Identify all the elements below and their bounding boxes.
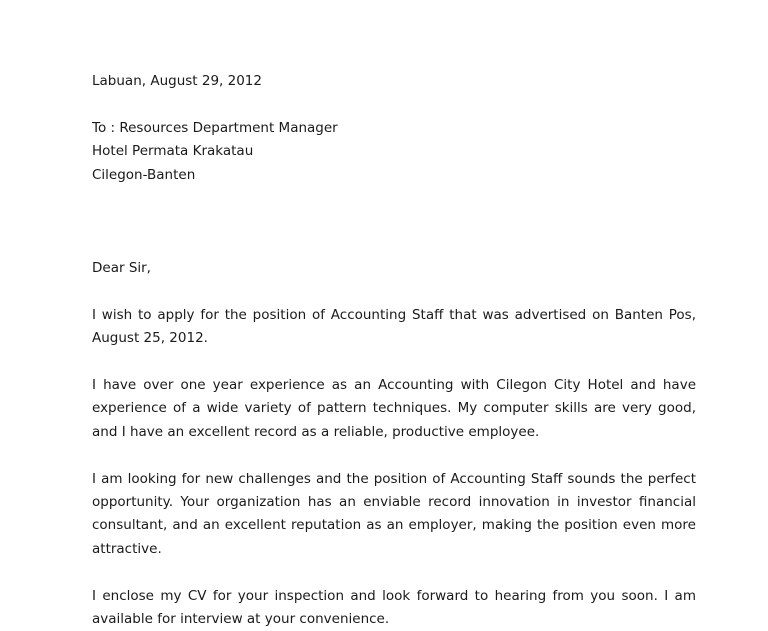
- recipient-organization: Hotel Permata Krakatau: [92, 143, 254, 160]
- spacer: [92, 351, 696, 374]
- spacer: [92, 93, 696, 116]
- recipient-title: To : Resources Department Manager: [92, 119, 338, 136]
- paragraph-experience: I have over one year experience as an Accounting with Cilegon City Hotel and have experience of a wide variety of pattern techniques. My computer skills are very good, and I have an excellent record as a reliable, productive employee.: [92, 377, 696, 440]
- spacer: [92, 280, 696, 303]
- recipient-location: Cilegon-Banten: [92, 166, 196, 183]
- recipient-block: [92, 117, 696, 187]
- salutation: Dear Sir,: [92, 260, 151, 277]
- paragraph-closing: I enclose my CV for your inspection and look forward to hearing from you soon. I am available for interview at your convenience.: [92, 587, 696, 628]
- date-line: Labuan, August 29, 2012: [92, 73, 262, 89]
- letter-page: [92, 70, 696, 631]
- spacer: [92, 561, 696, 584]
- paragraph-application: I wish to apply for the position of Accounting Staff that was advertised on Banten Pos, August 25, 2012.: [92, 306, 696, 347]
- paragraph-motivation: I am looking for new challenges and the position of Accounting Staff sounds the perfect opportunity. Your organization has an enviable record innovation in investor financial consultant, and an excellent reputation as an employer, making the position even more attractive.: [92, 470, 696, 557]
- spacer: [92, 187, 696, 257]
- spacer: [92, 444, 696, 467]
